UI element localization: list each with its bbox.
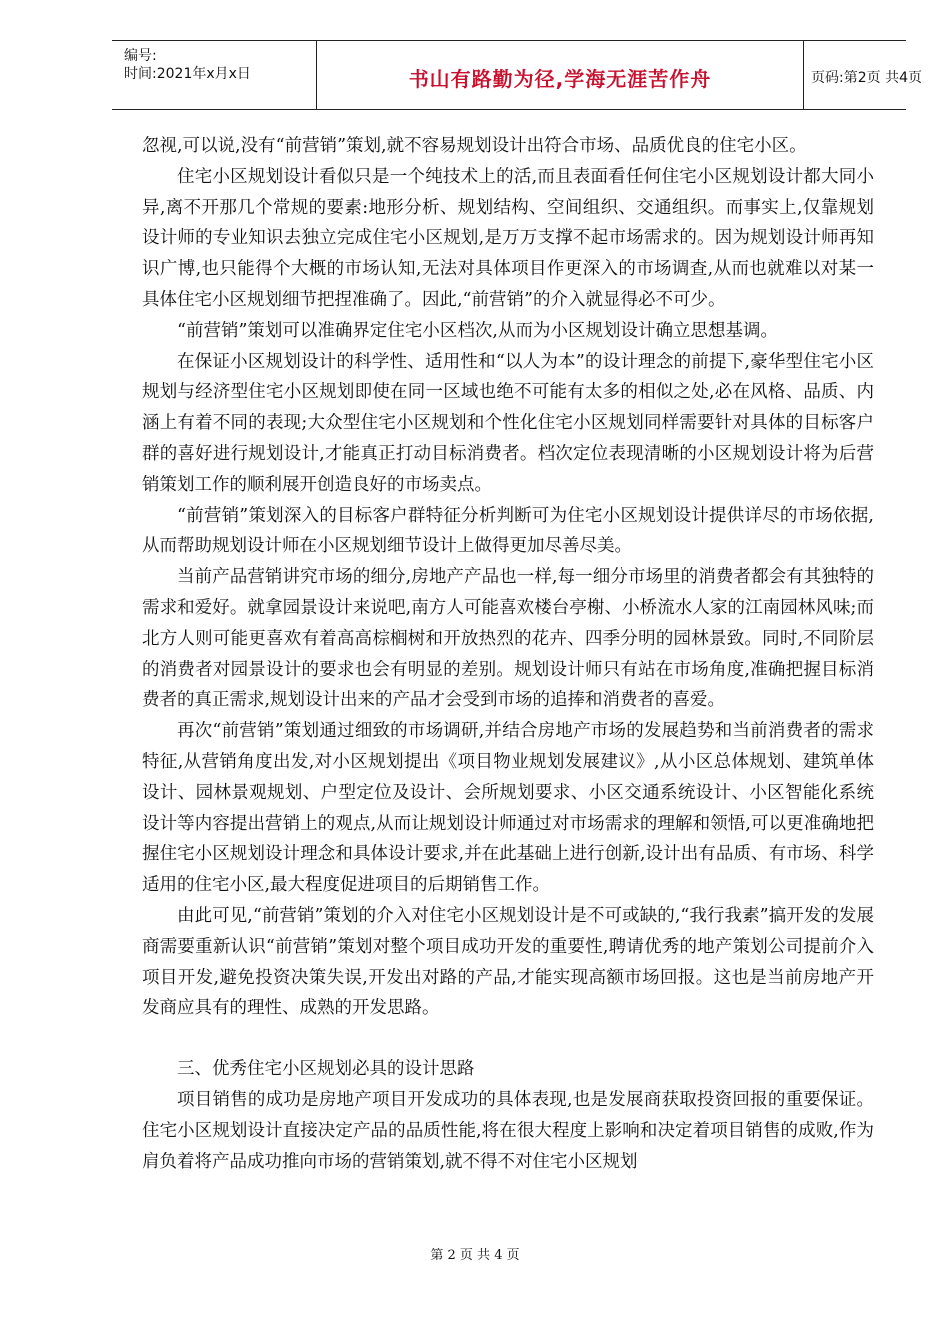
- body-paragraph: 项目销售的成功是房地产项目开发成功的具体表现,也是发展商获取投资回报的重要保证。住宅小区规划设计直接决定产品的品质性能,将在很大程度上影响和决定着项目销售的成败,作为肩负着将产品成功推向市场的营销策划,就不得不对住宅小区规划: [142, 1089, 874, 1172]
- header-page-cell: [803, 41, 922, 109]
- body-paragraph: 再次“前营销”策划通过细致的市场调研,并结合房地产市场的发展趋势和当前消费者的需求特征,从营销角度出发,对小区规划提出《项目物业规划发展建议》,从小区总体规划、建筑单体设计、园林景观规划、户型定位及设计、会所规划要求、小区交通系统设计、小区智能化系统设计等内容提出营销上的观点,从而让规划设计师通过对市场需求的理解和领悟,可以更准确地把握住宅小区规划设计理念和具体设计要求,并在此基础上进行创新,设计出有品质、有市场、科学适用的住宅小区,最大程度促进项目的后期销售工作。: [142, 721, 874, 896]
- body-paragraph: 忽视,可以说,没有“前营销”策划,就不容易规划设计出符合市场、品质优良的住宅小区。: [142, 136, 807, 156]
- document-time-label: 时间:2021年x月x日: [124, 66, 251, 82]
- body-paragraph: 当前产品营销讲究市场的细分,房地产产品也一样,每一细分市场里的消费者都会有其独特的需求和爱好。就拿园景设计来说吧,南方人可能喜欢楼台亭榭、小桥流水人家的江南园林风味;而北方人则可能更喜欢有着高高棕榈树和开放热烈的花卉、四季分明的园林景致。同时,不同阶层的消费者对园景设计的要求也会有明显的差别。规划设计师只有站在市场角度,准确把握目标消费者的真正需求,规划设计出来的产品才会受到市场的追捧和消费者的喜爱。: [142, 567, 874, 711]
- header-page-info: 页码:第2页 共4页: [811, 70, 922, 86]
- section-heading: 三、优秀住宅小区规划必具的设计思路: [177, 1059, 475, 1080]
- body-paragraph: “前营销”策划深入的目标客户群特征分析判断可为住宅小区规划设计提供详尽的市场依据,从而帮助规划设计师在小区规划细节设计上做得更加尽善尽美。: [142, 505, 874, 557]
- body-paragraph: 由此可见,“前营销”策划的介入对住宅小区规划设计是不可或缺的,“我行我素”搞开发的发展商需要重新认识“前营销”策划对整个项目成功开发的重要性,聘请优秀的地产策划公司提前介入项目开发,避免投资决策失误,开发出对路的产品,才能实现高额市场回报。这也是当前房地产开发商应具有的理性、成熟的开发思路。: [142, 905, 874, 1019]
- document-number-label: 编号:: [124, 48, 157, 64]
- header-motto: 书山有路勤为径,学海无涯苦作舟: [408, 67, 712, 91]
- header-motto-cell: [316, 41, 804, 109]
- body-paragraph: 在保证小区规划设计的科学性、适用性和“以人为本”的设计理念的前提下,豪华型住宅小区规划与经济型住宅小区规划即使在同一区域也绝不可能有太多的相似之处,必在风格、品质、内涵上有着不同的表现;大众型住宅小区规划和个性化住宅小区规划同样需要针对具体的目标客户群的喜好进行规划设计,才能真正打动目标消费者。档次定位表现清晰的小区规划设计将为后营销策划工作的顺利展开创造良好的市场卖点。: [142, 351, 874, 495]
- header-meta-cell: [112, 41, 316, 109]
- page-footer: 第 2 页 共 4 页: [430, 1248, 520, 1263]
- body-paragraph: 住宅小区规划设计看似只是一个纯技术上的活,而且表面看任何住宅小区规划设计都大同小异,离不开那几个常规的要素:地形分析、规划结构、空间组织、交通组织。而事实上,仅靠规划设计师的专业知识去独立完成住宅小区规划,是万万支撑不起市场需求的。因为规划设计师再知识广博,也只能得个大概的市场认知,无法对具体项目作更深入的市场调查,从而也就难以对某一具体住宅小区规划细节把捏准确了。因此,“前营销”的介入就显得必不可少。: [142, 166, 874, 310]
- document-body: [142, 131, 874, 1177]
- body-paragraph: “前营销”策划可以准确界定住宅小区档次,从而为小区规划设计确立思想基调。: [177, 320, 778, 341]
- page-header: [112, 40, 922, 110]
